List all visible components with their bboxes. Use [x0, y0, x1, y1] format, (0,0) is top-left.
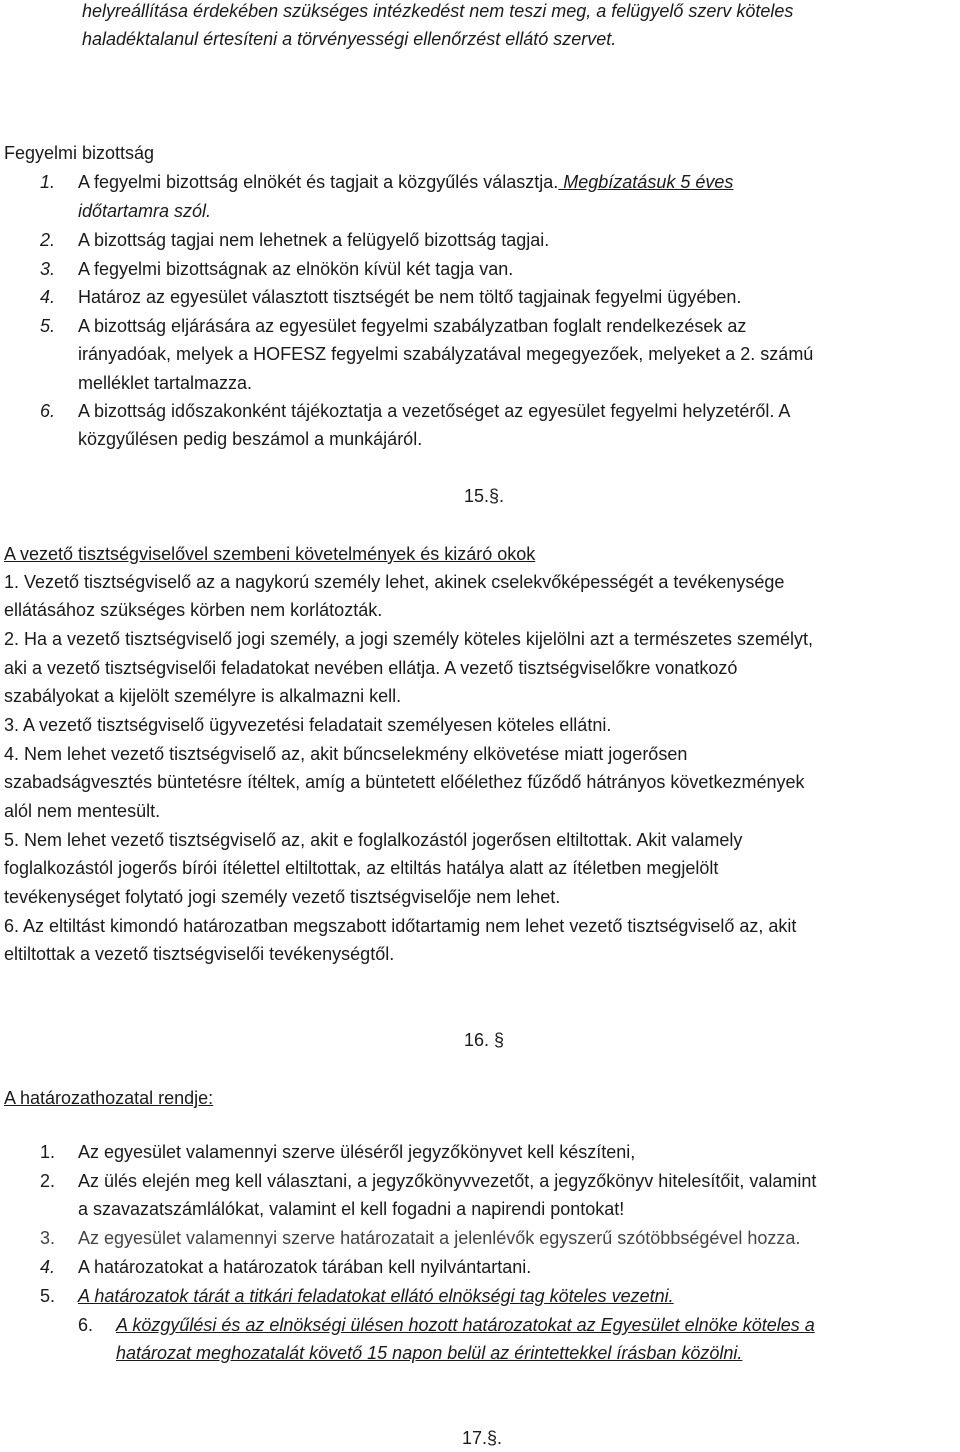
section-text-line: szabályokat a kijelölt személyre is alkalmazni kell. — [4, 686, 402, 706]
list-text: A közgyűlési és az elnökségi ülésen hozott határozatokat az Egyesület elnöke köteles a — [116, 1315, 815, 1335]
list-text-continuation: a szavazatszámlálókat, valamint el kell fogadni a napirendi pontokat! — [78, 1199, 625, 1219]
section-text-line: foglalkozástól jogerős bírói ítélettel eltiltottak, az eltiltás hatálya alatt az ítéletben megjelölt — [4, 858, 719, 878]
fegyelmi-heading: Fegyelmi bizottság — [4, 143, 155, 163]
list-number: 3. — [40, 1228, 56, 1248]
list-number: 2. — [40, 1171, 56, 1191]
paragraph-continuation-line-1: helyreállítása érdekében szükséges intézkedést nem teszi meg, a felügyelő szerv köteles — [82, 1, 794, 21]
list-text-continuation: határozat meghozatalát követő 15 napon belül az érintettekkel írásban közölni. — [116, 1343, 743, 1363]
section-heading: A vezető tisztségviselővel szembeni követelmények és kizáró okok — [4, 544, 536, 564]
list-text-continuation: melléklet tartalmazza. — [78, 373, 253, 393]
list-number: 6. — [40, 401, 56, 421]
section-text-line: 3. A vezető tisztségviselő ügyvezetési feladatait személyesen köteles ellátni. — [4, 715, 612, 735]
section-text-line: 2. Ha a vezető tisztségviselő jogi személy, a jogi személy köteles kijelölni azt a természetes személyt, — [4, 629, 813, 649]
list-text-italic: Megbízatásuk 5 éves — [558, 172, 734, 192]
list-number: 1. — [40, 172, 56, 192]
list-text-continuation: közgyűlésen pedig beszámol a munkájáról. — [78, 429, 423, 449]
paragraph-continuation-line-2: haladéktalanul értesíteni a törvényességi ellenőrzést ellátó szervet. — [82, 29, 617, 49]
section-text-line: ellátásához szükséges körben nem korlátozták. — [4, 600, 383, 620]
list-number: 5. — [40, 1286, 56, 1306]
list-text: A bizottság tagjai nem lehetnek a felügyelő bizottság tagjai. — [78, 230, 550, 250]
list-text: A határozatok tárát a titkári feladatokat ellátó elnökségi tag köteles vezetni. — [78, 1286, 674, 1306]
section-number: 16. § — [464, 1030, 505, 1050]
list-text: Az egyesület valamennyi szerve határozatait a jelenlévők egyszerű szótöbbségével hozza. — [78, 1228, 801, 1248]
list-number: 1. — [40, 1142, 56, 1162]
list-text: A bizottság időszakonként tájékoztatja a vezetőséget az egyesület fegyelmi helyzetéről. A — [78, 401, 791, 421]
section-text-line: 4. Nem lehet vezető tisztségviselő az, akit bűncselekmény elkövetése miatt jogerősen — [4, 744, 688, 764]
section-text-line: alól nem mentesült. — [4, 801, 161, 821]
list-text: A határozatokat a határozatok tárában kell nyilvántartani. — [78, 1257, 532, 1277]
list-text: Az egyesület valamennyi szerve üléséről jegyzőkönyvet kell készíteni, — [78, 1142, 636, 1162]
list-text-continuation: időtartamra szól. — [78, 201, 212, 221]
list-text: A fegyelmi bizottság elnökét és tagjait a közgyűlés választja. — [78, 172, 559, 192]
list-text: Az ülés elején meg kell választani, a jegyzőkönyvvezetőt, a jegyzőkönyv hitelesítőit, valamint — [78, 1171, 817, 1191]
list-number: 3. — [40, 259, 56, 279]
list-number: 4. — [40, 287, 56, 307]
section-text-line: 1. Vezető tisztségviselő az a nagykorú személy lehet, akinek cselekvőképességét a tevékenysége — [4, 572, 785, 592]
list-text: A fegyelmi bizottságnak az elnökön kívül két tagja van. — [78, 259, 514, 279]
section-text-line: tevékenységet folytató jogi személy vezető tisztségviselője nem lehet. — [4, 887, 561, 907]
section-number: 15.§. — [464, 486, 505, 506]
list-text: Határoz az egyesület választott tisztségét be nem töltő tagjainak fegyelmi ügyében. — [78, 287, 742, 307]
section-text-line: 6. Az eltiltást kimondó határozatban megszabott időtartamig nem lehet vezető tisztségviselő az, akit — [4, 916, 797, 936]
list-text: A bizottság eljárására az egyesület fegyelmi szabályzatban foglalt rendelkezések az — [78, 316, 747, 336]
section-text-line: aki a vezető tisztségviselői feladatokat nevében ellátja. A vezető tisztségviselőkre vonatkozó — [4, 658, 738, 678]
list-number: 4. — [40, 1257, 56, 1277]
section-text-line: 5. Nem lehet vezető tisztségviselő az, akit e foglalkozástól jogerősen eltiltottak. Akit valamely — [4, 830, 743, 850]
list-number: 2. — [40, 230, 56, 250]
section-number: 17.§. — [462, 1428, 503, 1448]
section-text-line: szabadságvesztés büntetésre ítéltek, amíg a büntetett előélethez fűződő hátrányos következmények — [4, 772, 805, 792]
list-number: 6. — [78, 1315, 94, 1335]
section-heading: A határozathozatal rendje: — [4, 1088, 214, 1108]
section-text-line: eltiltottak a vezető tisztségviselői tevékenységtől. — [4, 944, 395, 964]
list-text-continuation: irányadóak, melyek a HOFESZ fegyelmi szabályzatával megegyezőek, melyeket a 2. számú — [78, 344, 814, 364]
list-number: 5. — [40, 316, 56, 336]
